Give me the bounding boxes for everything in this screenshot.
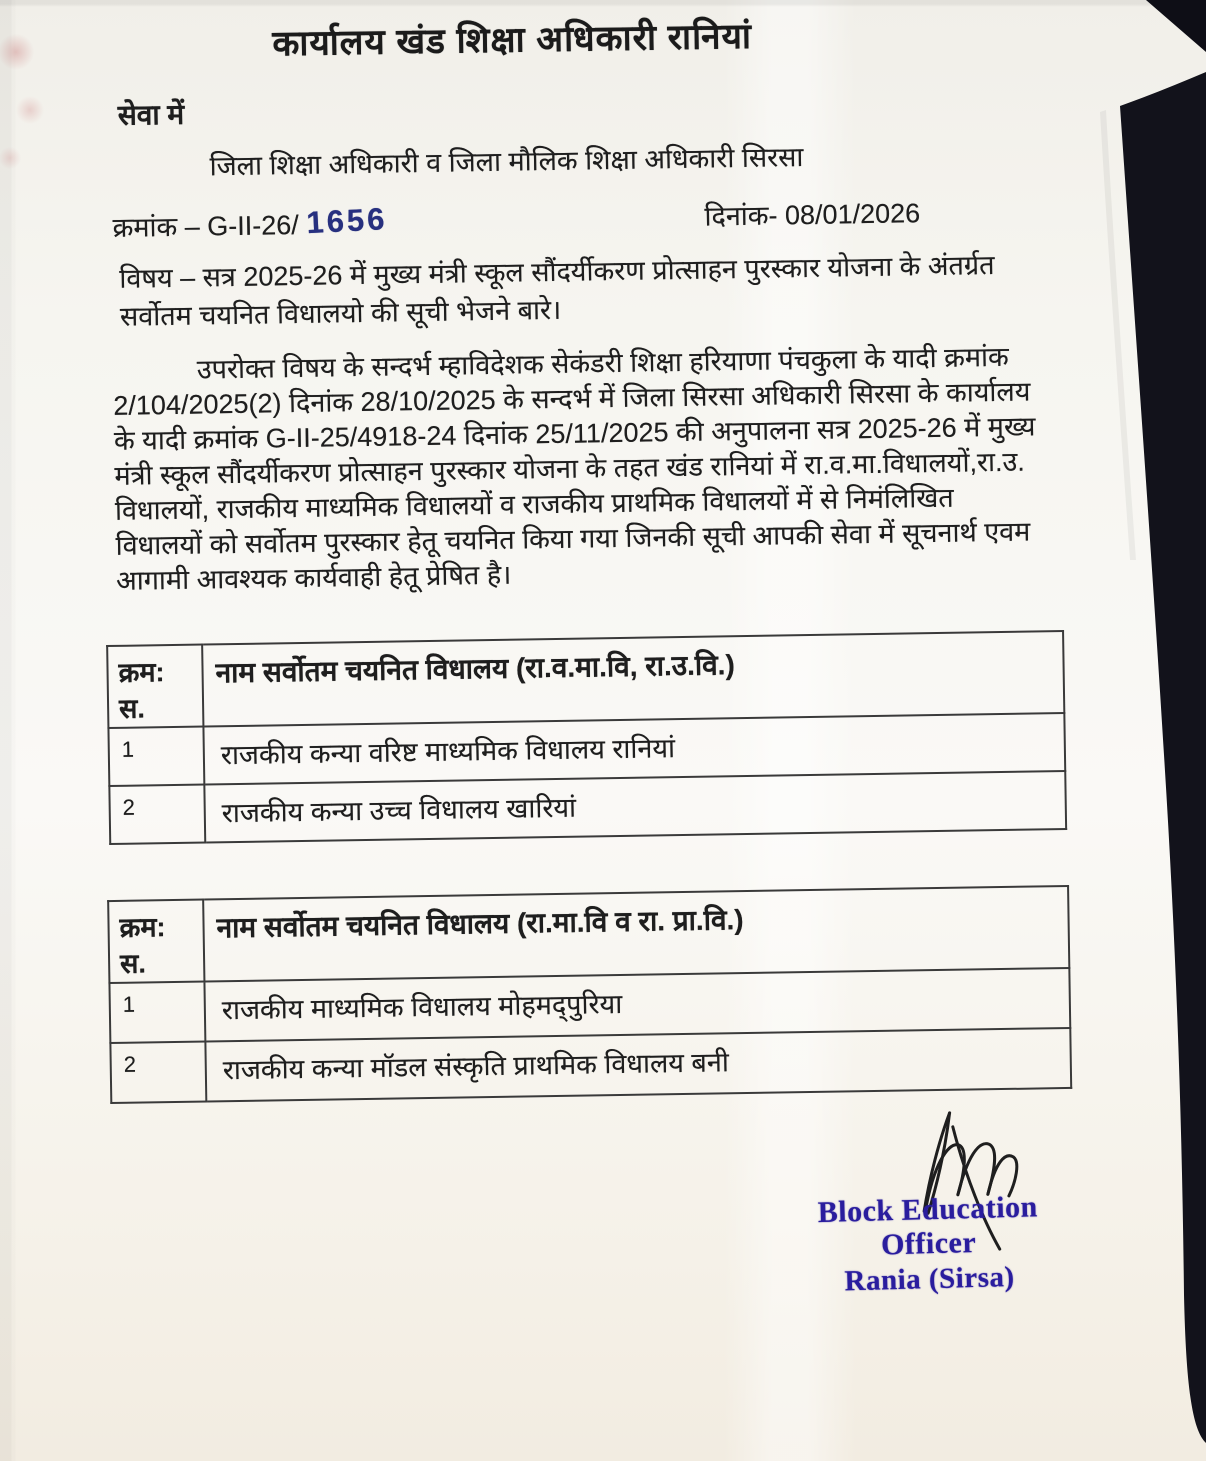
selected-schools-table-primary — [107, 885, 1072, 1104]
handwritten-reference-number: 1656 — [305, 201, 388, 241]
subject-line: सर्वोतम चयनित विधालयो की सूची भेजने बारे। — [119, 294, 562, 332]
reference-number-line — [112, 201, 388, 245]
body-line: उपरोक्त विषय के सन्दर्भ म्हाविदेशक सेकंडरी शिक्षा हरियाणा पंचकुला के यादी क्रमांक — [196, 341, 1009, 385]
reference-label: क्रमांक – G-II-26/ — [112, 209, 299, 243]
body-line: विधालयों, राजकीय माध्यमिक विधालयों व राजकीय प्राथमिक विधालयों में से निमंलिखित — [114, 482, 954, 526]
subject-line: विषय – सत्र 2025-26 में मुख्य मंत्री स्कूल सौंदर्यीकरण प्रोत्साहन पुरस्कार योजना के अंतर्ग्रत — [119, 250, 995, 294]
stamp-designation: Block Education Officer — [817, 1190, 1039, 1262]
body-line: विधालयों को सर्वोतम पुरस्कार हेतू चयनित किया गया जिनकी सूची आपकी सेवा में सूचनार्थ एवम — [115, 516, 1031, 561]
table-header-row — [107, 631, 1064, 728]
body-line: आगामी आवश्यक कार्यवाही हेतू प्रेषित है। — [115, 559, 512, 596]
subject-block — [119, 245, 1065, 336]
body-line: 2/104/2025(2) दिनांक 28/10/2025 के सन्दर्भ में जिला सिरसा अधिकारी सिरसा के कार्यालय — [113, 376, 1031, 421]
serial-header-cell: क्रम: स. — [107, 645, 203, 728]
date-line: दिनांक- 08/01/2026 — [704, 198, 921, 232]
serial-cell: 2 — [109, 785, 205, 844]
body-line: मंत्री स्कूल सौंदर्यीकरण प्रोत्साहन पुरस्कार योजना के तहत खंड रानियां में रा.व.मा.विधालयों,रा.उ. — [114, 446, 1025, 491]
serial-cell: 1 — [109, 982, 205, 1043]
school-name-header-cell: नाम सर्वोतम चयनित विधालय (रा.व.मा.वि, रा.उ.वि.) — [202, 631, 1064, 727]
serial-cell: 1 — [108, 727, 204, 786]
serial-cell: 2 — [110, 1042, 206, 1103]
serial-header-cell: क्रम: स. — [108, 900, 204, 983]
stamp-location: Rania (Sirsa) — [844, 1260, 1015, 1298]
recipient-line: जिला शिक्षा अधिकारी व जिला मौलिक शिक्षा अधिकारी सिरसा — [209, 142, 804, 182]
salutation: सेवा में — [117, 98, 185, 131]
body-line: के यादी क्रमांक G-II-25/4918-24 दिनांक 25/11/2025 की अनुपालना सत्र 2025-26 में मुख्य — [113, 411, 1036, 456]
school-name-cell: राजकीय कन्या उच्च विधालय खारियां — [204, 771, 1066, 843]
table-header-row — [108, 886, 1069, 983]
selected-schools-table-senior — [106, 630, 1067, 845]
page-title: कार्यालय खंड शिक्षा अधिकारी रानियां — [272, 16, 753, 64]
school-name-cell: राजकीय कन्या वरिष्ट माध्यमिक विधालय रानियां — [203, 713, 1065, 785]
school-name-cell: राजकीय कन्या मॉडल संस्कृति प्राथमिक विधालय बनी — [205, 1028, 1071, 1102]
office-stamp — [769, 1189, 1088, 1301]
school-name-header-cell: नाम सर्वोतम चयनित विधालय (रा.मा.वि व रा. प्रा.वि.) — [203, 886, 1069, 982]
school-name-cell: राजकीय माध्यमिक विधालय मोहमद्पुरिया — [204, 968, 1070, 1042]
body-paragraph — [113, 339, 1077, 599]
